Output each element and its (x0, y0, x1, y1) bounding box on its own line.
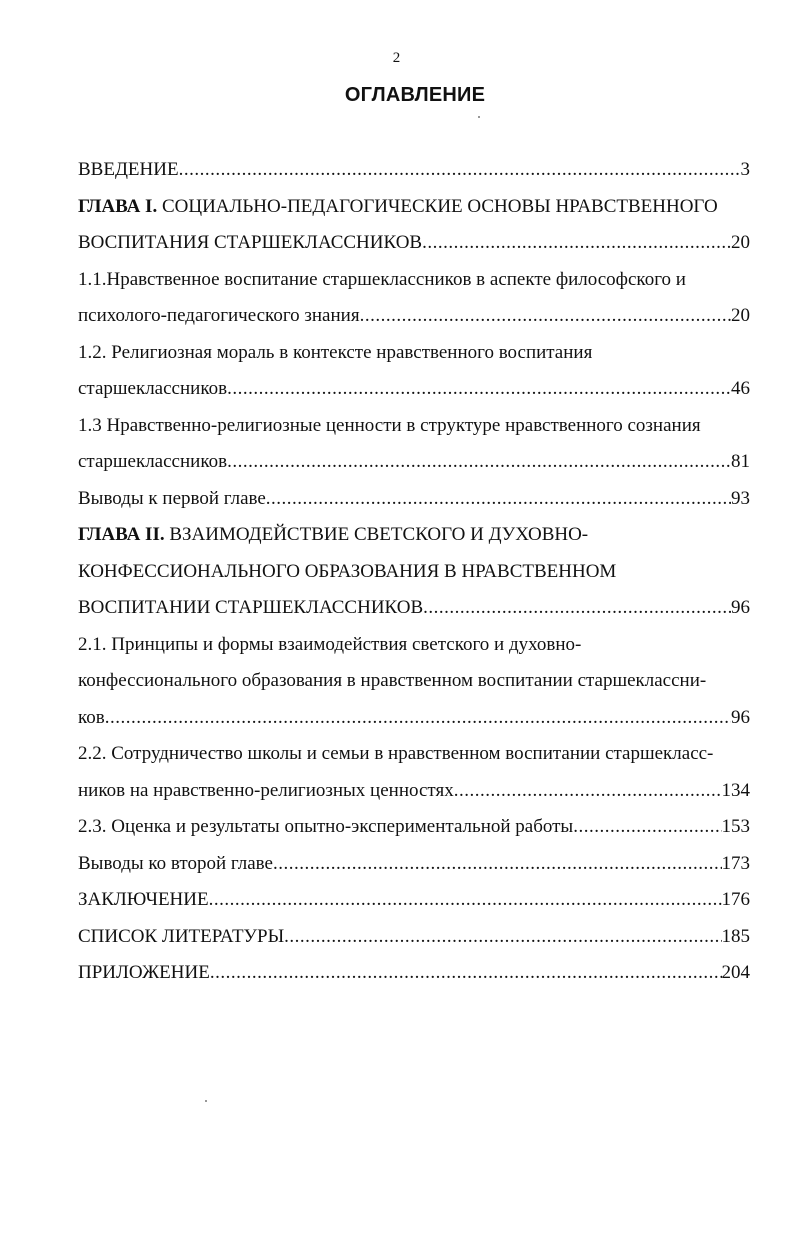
scan-speck (478, 116, 480, 118)
toc-page-number: 173 (721, 852, 750, 874)
toc-section-2-1-line-3[interactable] (78, 700, 750, 737)
dot-leader (360, 298, 731, 335)
chapter-label: ГЛАВА I. (78, 195, 158, 217)
page-title: ОГЛАВЛЕНИЕ (344, 84, 486, 106)
dot-leader (210, 955, 722, 992)
toc-page-number: 93 (731, 487, 750, 509)
scan-speck (205, 1100, 207, 1102)
chapter-title: ВЗАИМОДЕЙСТВИЕ СВЕТСКОГО И ДУХОВНО- (164, 524, 589, 545)
toc-section-1-3-line-1[interactable] (78, 408, 750, 445)
table-of-contents (78, 152, 750, 992)
chapter-label: ГЛАВА II. (78, 524, 165, 545)
toc-entry-title: ПРИЛОЖЕНИЕ (78, 962, 210, 983)
section-title: 1.1.Нравственное воспитание старшеклассников в аспекте философского и (78, 268, 686, 290)
dot-leader (454, 773, 722, 810)
toc-entry-title: Выводы к первой главе (78, 487, 266, 509)
toc-section-1-1-line-1[interactable] (78, 262, 750, 299)
toc-section-1-1-line-2[interactable] (78, 298, 750, 335)
toc-entry-appendix[interactable] (78, 955, 750, 992)
dot-leader (179, 152, 741, 189)
toc-section-1-2-line-1[interactable] (78, 335, 750, 372)
toc-entry-intro[interactable] (78, 152, 750, 189)
section-title-continued: психолого-педагогического знания (78, 305, 360, 326)
toc-page-number: 176 (721, 889, 750, 910)
toc-page-number: 153 (721, 816, 750, 837)
section-title-continued: старшеклассников (78, 378, 228, 399)
toc-entry-title: Выводы ко второй главе (78, 852, 273, 874)
toc-section-1-2-line-2[interactable] (78, 371, 750, 408)
toc-chapter-2-line-2[interactable] (78, 554, 750, 591)
dot-leader (227, 444, 731, 481)
toc-chapter-2-line-1[interactable] (78, 517, 750, 554)
toc-chapter-2-line-3[interactable] (78, 590, 750, 627)
toc-page-number: 81 (731, 451, 750, 472)
toc-page-number: 46 (731, 378, 750, 399)
toc-section-2-1-line-2[interactable] (78, 663, 750, 700)
toc-chapter-1-line-1[interactable] (78, 189, 750, 226)
dot-leader (423, 590, 731, 627)
dot-leader (422, 225, 731, 262)
toc-page-number: 20 (731, 305, 750, 326)
toc-section-2-2-line-1[interactable] (78, 736, 750, 773)
toc-entry-conclusion[interactable] (78, 882, 750, 919)
section-title: 2.1. Принципы и формы взаимодействия светского и духовно- (78, 633, 582, 655)
toc-page-number: 96 (731, 706, 750, 728)
dot-leader (266, 481, 731, 518)
section-title: 1.3 Нравственно-религиозные ценности в структуре нравственного сознания (78, 414, 701, 436)
toc-conclusion-chapter-1[interactable] (78, 481, 750, 518)
toc-page-number: 20 (731, 232, 750, 253)
toc-page-number: 185 (721, 925, 750, 947)
toc-section-2-1-line-1[interactable] (78, 627, 750, 664)
section-title: 1.2. Религиозная мораль в контексте нравственного воспитания (78, 341, 593, 363)
dot-leader (273, 846, 722, 883)
dot-leader (284, 919, 721, 956)
toc-page-number: 3 (740, 159, 750, 180)
toc-page-number: 96 (731, 597, 750, 618)
chapter-title-continued: ВОСПИТАНИЯ СТАРШЕКЛАССНИКОВ (78, 232, 423, 253)
chapter-title: СОЦИАЛЬНО-ПЕДАГОГИЧЕСКИЕ ОСНОВЫ НРАВСТВЕННОГО (157, 195, 718, 217)
section-title-continued: конфессионального образования в нравственном воспитании старшеклассни- (78, 670, 707, 691)
section-title-continued: старшеклассников (78, 451, 228, 472)
toc-entry-bibliography[interactable] (78, 919, 750, 956)
chapter-title-continued: ВОСПИТАНИИ СТАРШЕКЛАССНИКОВ (78, 597, 424, 618)
page-number: 2 (392, 50, 401, 66)
section-title: 2.2. Сотрудничество школы и семьи в нравственном воспитании старшекласс- (78, 743, 714, 764)
chapter-title-continued: КОНФЕССИОНАЛЬНОГО ОБРАЗОВАНИЯ В НРАВСТВЕННОМ (78, 560, 617, 582)
dot-leader (573, 809, 721, 846)
toc-section-1-3-line-2[interactable] (78, 444, 750, 481)
toc-page-number: 204 (721, 962, 750, 983)
section-title-continued: ников на нравственно-религиозных ценностях (78, 779, 454, 801)
toc-conclusion-chapter-2[interactable] (78, 846, 750, 883)
toc-entry-title: ВВЕДЕНИЕ (78, 159, 179, 180)
toc-page-number: 134 (721, 779, 750, 801)
toc-section-2-3[interactable] (78, 809, 750, 846)
dot-leader (209, 882, 722, 919)
section-title: 2.3. Оценка и результаты опытно-экспериментальной работы (78, 816, 574, 837)
dot-leader (105, 700, 731, 737)
section-title-continued: ков (78, 706, 105, 728)
toc-section-2-2-line-2[interactable] (78, 773, 750, 810)
dot-leader (227, 371, 731, 408)
toc-entry-title: СПИСОК ЛИТЕРАТУРЫ (78, 925, 285, 947)
toc-entry-title: ЗАКЛЮЧЕНИЕ (78, 889, 209, 910)
toc-chapter-1-line-2[interactable] (78, 225, 750, 262)
